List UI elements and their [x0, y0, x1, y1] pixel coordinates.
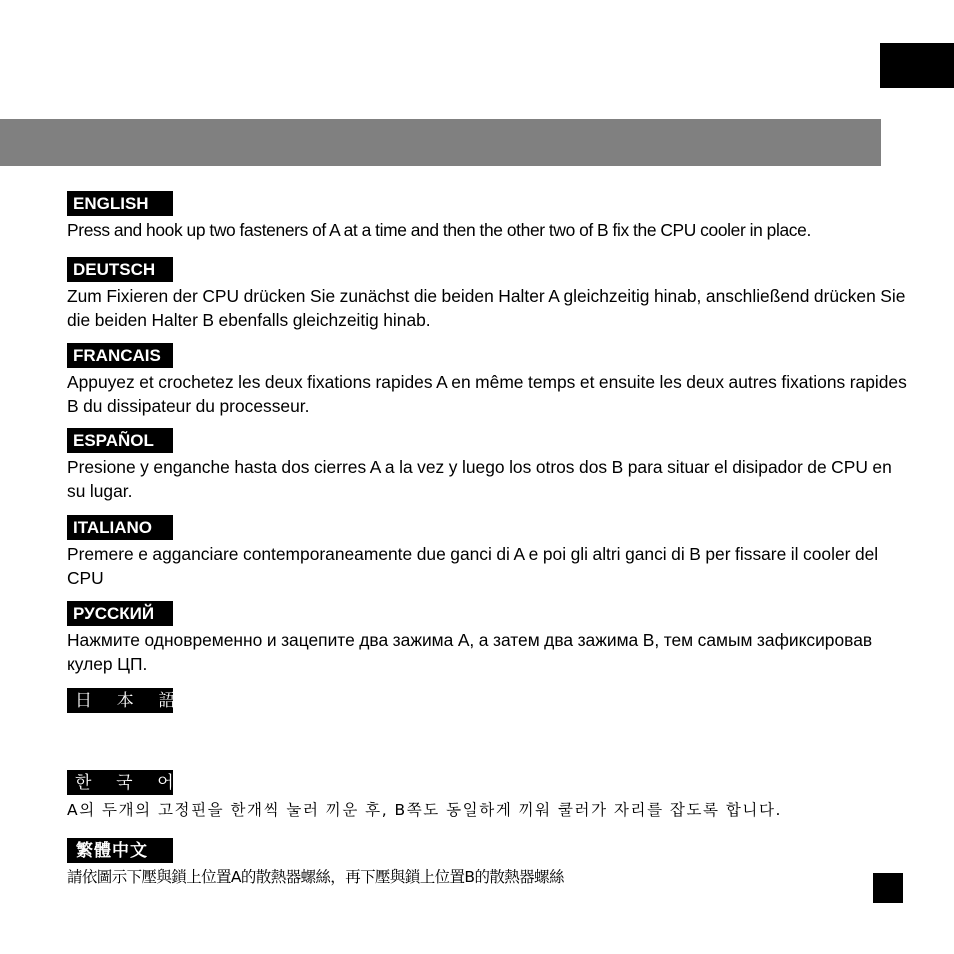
- instruction-text-francais: Appuyez et crochetez les deux fixations rapides A en même temps et ensuite les deux autres fixations rapides B du dissipateur du processeur.: [67, 372, 907, 416]
- language-label-japanese: 日 本 語: [67, 688, 173, 713]
- language-label-deutsch: DEUTSCH: [67, 257, 173, 282]
- section-chinese: [67, 838, 907, 889]
- instruction-text-russian: Нажмите одновременно и зацепите два зажима А, а затем два зажима В, тем самым зафиксировав кулер ЦП.: [67, 630, 873, 674]
- section-italiano: [67, 515, 907, 590]
- language-label-russian: РУССКИЙ: [67, 601, 173, 626]
- section-francais: [67, 343, 907, 418]
- section-japanese: [67, 688, 907, 715]
- header-bar: [0, 119, 881, 166]
- corner-tab-block: [880, 43, 954, 88]
- section-espanol: [67, 428, 907, 503]
- instruction-text-english: Press and hook up two fasteners of A at a time and then the other two of B fix the CPU cooler in place.: [67, 220, 811, 240]
- page-marker-square: [873, 873, 903, 903]
- instruction-text-deutsch: Zum Fixieren der CPU drücken Sie zunächst die beiden Halter A gleichzeitig hinab, anschließend drücken Sie die beiden Halter B ebenfalls gleichzeitig hinab.: [67, 286, 906, 330]
- language-label-chinese: 繁體中文: [67, 838, 173, 863]
- instruction-text-espanol: Presione y enganche hasta dos cierres A a la vez y luego los otros dos B para situar el disipador de CPU en su lugar.: [67, 457, 892, 501]
- language-label-korean: 한 국 어: [67, 770, 173, 795]
- instruction-text-chinese: 請依圖示下壓與鎖上位置A的散熱器螺絲，再下壓與鎖上位置B的散熱器螺絲: [67, 868, 564, 886]
- section-english: [67, 191, 907, 242]
- language-label-italiano: ITALIANO: [67, 515, 173, 540]
- language-label-francais: FRANCAIS: [67, 343, 173, 368]
- language-label-english: ENGLISH: [67, 191, 173, 216]
- section-deutsch: [67, 257, 907, 332]
- section-russian: [67, 601, 907, 676]
- section-korean: [67, 770, 907, 823]
- instruction-text-korean: A의 두개의 고정핀을 한개씩 눌러 끼운 후, B쪽도 동일하게 끼워 쿨러가 자리를 잡도록 합니다.: [67, 801, 783, 819]
- language-label-espanol: ESPAÑOL: [67, 428, 173, 453]
- instruction-text-italiano: Premere e agganciare contemporaneamente due ganci di A e poi gli altri ganci di B per fissare il cooler del CPU: [67, 544, 879, 588]
